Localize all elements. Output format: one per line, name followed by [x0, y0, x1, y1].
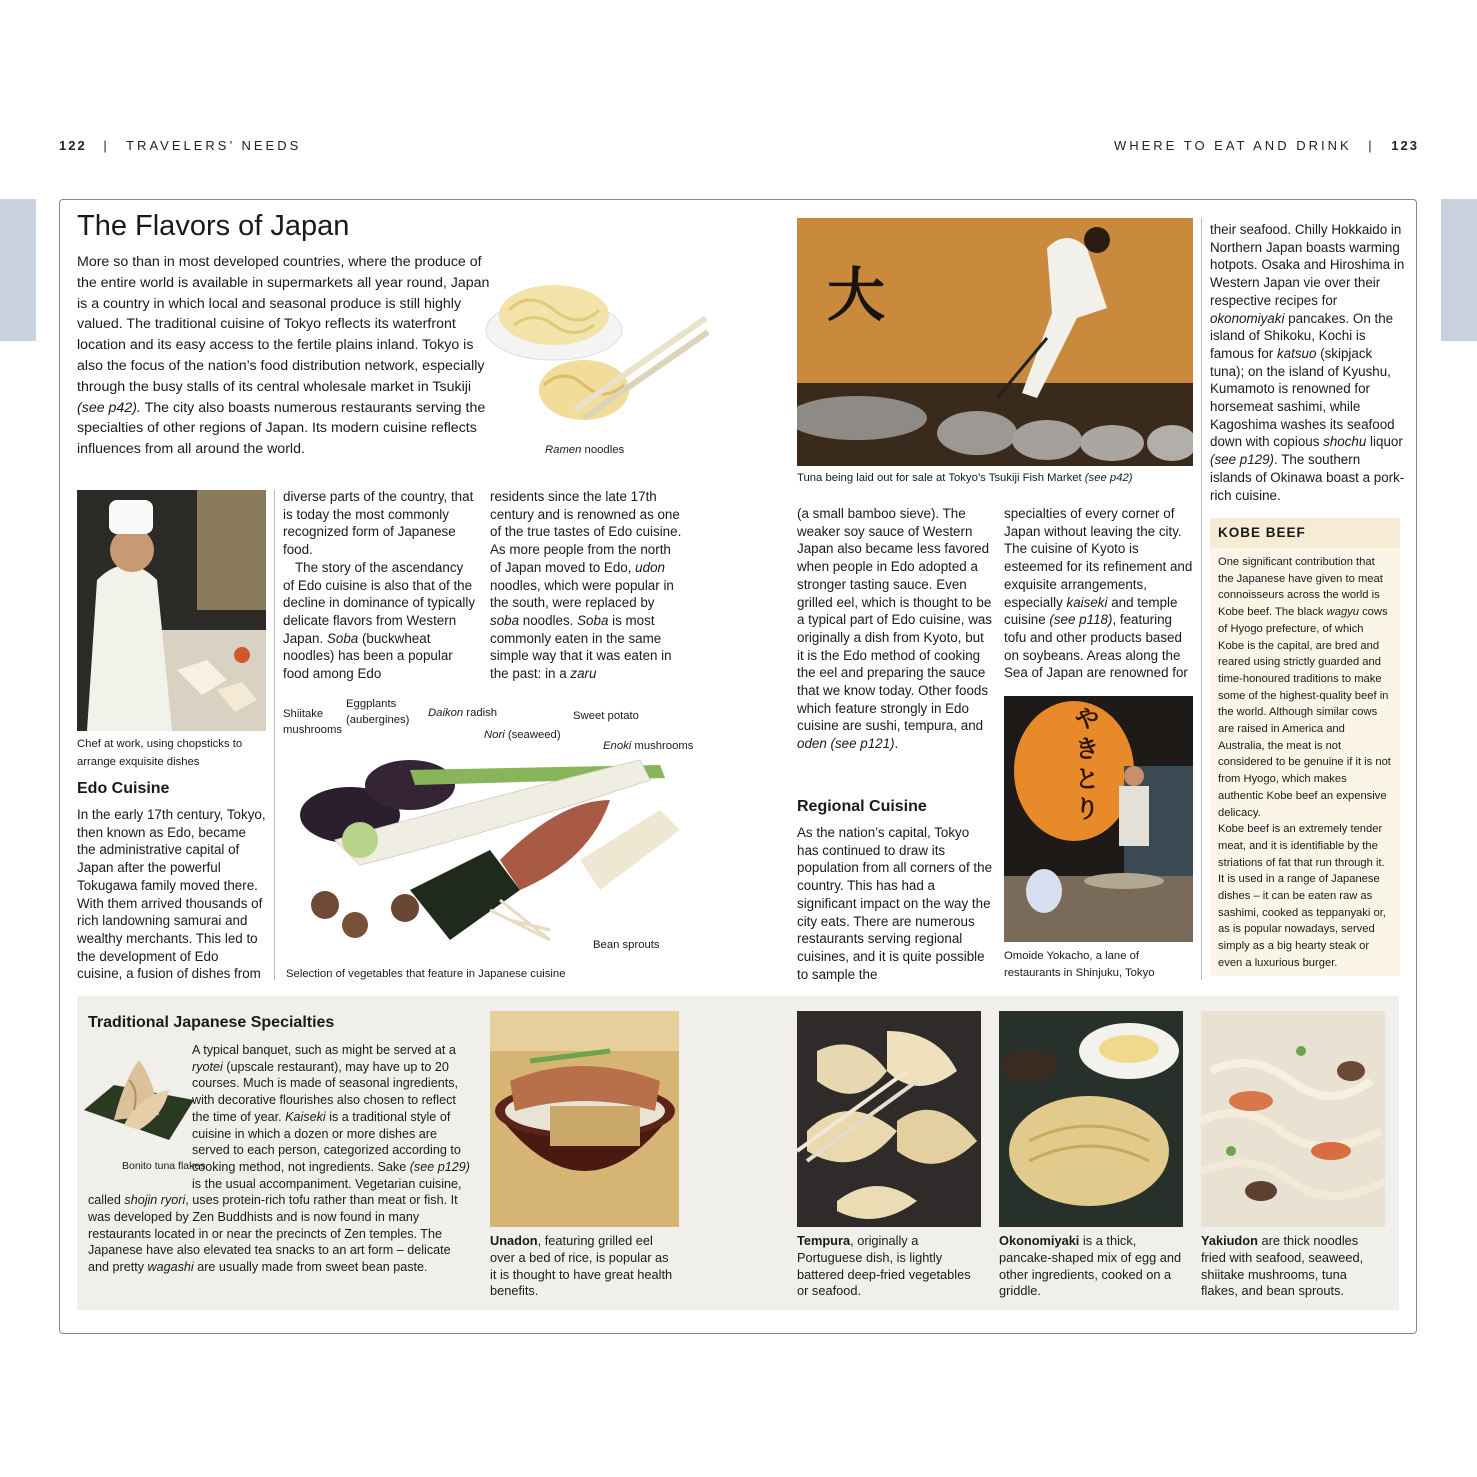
specialties-text: A typical banquet, such as might be served at a ryotei (upscale restaurant), may have up to 20 courses. Much is made of seasonal ingredients, with decorative flourishes also chosen to reflect the time of year. Kaiseki is a traditional style of cuisine in which a dozen or more dishes are served to each person, categorized according to cooking method, not ingredients. Sake (see p129) is the usual accompaniment. Vegetarian cuisine, called shojin ryori, uses protein-rich tofu rather than meat or fish. It was developed by Zen Buddhists and is now found in many restaurants located in or near the precincts of Zen temples. The Japanese have also elevated tea snacks to an art form – delicate and pretty wagashi are usually made from sweet bean paste. — [88, 1043, 470, 1275]
lantern-text: やきとり — [1075, 705, 1099, 823]
unadon-photo — [490, 1011, 679, 1227]
chef-caption: Chef at work, using chopsticks to arrange exquisite dishes — [77, 738, 243, 768]
tempura-photo — [797, 1011, 981, 1227]
label-bean-sprouts: Bean sprouts — [593, 939, 660, 951]
omoide-yokacho-photo — [1004, 696, 1193, 942]
right-page-number: 123 — [1391, 138, 1419, 153]
regional-column-2: specialties of every corner of Japan without leaving the city. The cuisine of Kyoto is esteemed for its refinement and exquisite arrangements, especially kaiseki and temple cuisine (see p118), featuring tofu and other products based on soybeans. Areas along the Sea of Japan are renowned for — [1004, 506, 1193, 681]
left-page-number: 122 — [59, 138, 87, 153]
edo-column-4: (a small bamboo sieve). The weaker soy sauce of Western Japan also became less favored when people in Edo adopted a stronger tasting sauce. Even grilled eel, which is thought to be a typical part of Edo cuisine, was originally a dish from Kyoto, but it is the Edo method of cooking the eel and preparing the sauce that we know today. Other foods which feature strongly in Edo cuisine are sushi, tempura, and oden (see p121). — [797, 506, 993, 752]
right-running-header: WHERE TO EAT AND DRINK | 123 — [1113, 138, 1419, 153]
ramen-noodles-photo — [484, 270, 709, 440]
okonomiyaki-photo — [999, 1011, 1183, 1227]
edo-column-2: diverse parts of the country, that is today the most commonly recognized form of Japanese food. The story of the ascendancy of Edo cuisine is also that of the decline in dominance of typically delicate flavors from Western Japan. Soba (buckwheat noodles) has been a popular food among Edo — [283, 489, 476, 682]
label-enoki: Enoki mushrooms — [603, 740, 694, 752]
chef-photo — [77, 490, 266, 731]
page-title: The Flavors of Japan — [77, 210, 350, 242]
vegetables-caption: Selection of vegetables that feature in Japanese cuisine — [286, 968, 566, 980]
tuna-market-photo — [797, 218, 1193, 466]
unadon-caption: Unadon, featuring grilled eel over a bed of rice, is popular as it is thought to have great health benefits. — [490, 1233, 673, 1299]
okonomiyaki-caption: Okonomiyaki is a thick, pancake-shaped mix of egg and other ingredients, cooked on a griddle. — [999, 1233, 1182, 1299]
bonito-caption: Bonito tuna flakes — [122, 1160, 206, 1172]
intro-paragraph: More so than in most developed countries, where the produce of the entire world is available in supermarkets all year round, Japan is a country in which local and seasonal produce is still highly valued. The traditional cuisine of Tokyo reflects its waterfront location and its easy access to the fertile plains inland. Tokyo is also the focus of the nation’s food distribution network, especially through the busy stalls of its central wholesale market in Tsukiji (see p42). The city also boasts numerous restaurants serving the specialties of other regions of Japan. Its modern cuisine reflects influences from all around the world. — [77, 254, 490, 458]
column-rule-right — [1201, 218, 1202, 980]
specialties-heading: Traditional Japanese Specialties — [88, 1014, 335, 1031]
label-shiitake: Shiitake mushrooms — [283, 708, 343, 736]
left-thumb-tab — [0, 199, 36, 341]
kobe-beef-text: One significant contribution that the Japanese have given to meat connoisseurs across the world is Kobe beef. The black wagyu cows of Hyogo prefecture, of which Kobe is the capital, are bred and reared using strictly guarded and time-honoured traditions to make some of the highest-quality beef in the world. Although similar cows are raised in America and Australia, the meat is not considered to be genuine if it is not from Hyogo, which makes authentic Kobe beef an expensive delicacy. Kobe beef is an extremely tender meat, and it is identifiable by the striations of fat that run through it. It is used in a range of Japanese dishes – it can be eaten raw as sashimi, cooked as teppanyaki or, as is popular nowadays, served simply as a big hearty steak or even a luxurious burger. — [1218, 556, 1391, 969]
column-rule — [274, 490, 275, 980]
vegetables-photo — [280, 740, 720, 960]
yakiudon-caption: Yakiudon are thick noodles fried with seafood, seaweed, shiitake mushrooms, tuna flakes, and bean sprouts. — [1201, 1233, 1364, 1299]
kobe-beef-heading: KOBE BEEF — [1210, 518, 1400, 548]
regional-column-1: As the nation’s capital, Tokyo has continued to draw its population from all corners of the country. This has had a significant impact on the way the city eats. There are numerous restaurants serving regional cuisines, and it is quite possible to sample the — [797, 825, 993, 982]
ramen-caption: Ramen noodles — [545, 444, 625, 456]
label-eggplants: Eggplants (aubergines) — [346, 698, 410, 726]
yakiudon-photo — [1201, 1011, 1385, 1227]
regional-cuisine-heading: Regional Cuisine — [797, 798, 927, 815]
omoide-caption: Omoide Yokacho, a lane of restaurants in Shinjuku, Tokyo — [1004, 950, 1155, 979]
tuna-sign-text: 大 — [827, 261, 886, 329]
left-running-header: 122 | TRAVELERS’ NEEDS — [59, 138, 302, 153]
right-thumb-tab — [1441, 199, 1477, 341]
regional-column-3: their seafood. Chilly Hokkaido in Northern Japan boasts warming hotpots. Osaka and Hiroshima in Western Japan vie over their respective recipes for okonomiyaki pancakes. On the island of Shikoku, Kochi is famous for katsuo (skipjack tuna); on the island of Kyushu, Kumamoto is renowned for horsemeat sashimi, while Kagoshima washes its seafood down with copious shochu liquor (see p129). The southern islands of Okinawa boast a pork-rich cuisine. — [1210, 222, 1405, 503]
label-daikon: Daikon radish — [428, 707, 498, 719]
kobe-beef-box — [1210, 518, 1400, 976]
tuna-caption: Tuna being laid out for sale at Tokyo’s Tsukiji Fish Market (see p42) — [797, 472, 1133, 484]
label-sweet-potato: Sweet potato — [573, 710, 639, 722]
edo-cuisine-heading: Edo Cuisine — [77, 780, 170, 797]
left-section-title: TRAVELERS’ NEEDS — [126, 138, 302, 153]
label-nori: Nori (seaweed) — [484, 729, 561, 741]
tempura-caption: Tempura, originally a Portuguese dish, is lightly battered deep-fried vegetables or seafood. — [797, 1233, 971, 1299]
edo-column-3: residents since the late 17th century and is renowned as one of the true tastes of Edo cuisine. As more people from the north of Japan moved to Edo, udon noodles, which were popular in the south, were replaced by soba noodles. Soba is most commonly eaten in the same simple way that it was eaten in the past: in a zaru — [490, 489, 682, 682]
right-section-title: WHERE TO EAT AND DRINK — [1113, 138, 1352, 153]
edo-column-1: In the early 17th century, Tokyo, then known as Edo, became the administrative capital of Japan after the powerful Tokugawa family moved there. With them arrived thousands of rich landowning samurai and wealthy merchants. This led to the development of Edo cuisine, a fusion of dishes from — [77, 807, 266, 982]
